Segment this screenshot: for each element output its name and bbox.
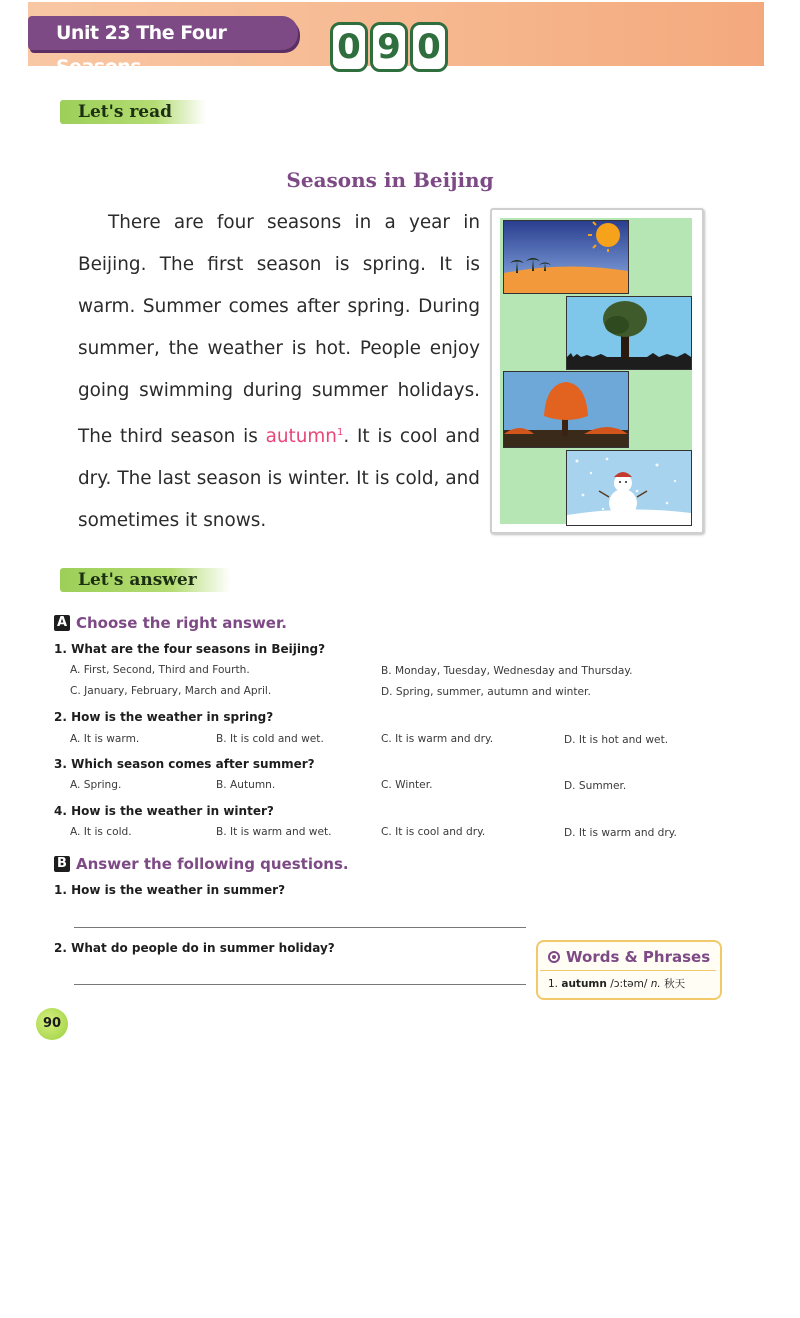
summer-tree-illustration	[566, 296, 692, 370]
vocab-meaning: 秋天	[664, 978, 686, 990]
page-number: 90	[36, 1008, 68, 1040]
q4-option-d[interactable]: D. It is warm and dry.	[564, 827, 677, 839]
q1-option-a[interactable]: A. First, Second, Third and Fourth.	[70, 664, 250, 676]
highlighted-word: autumn	[265, 426, 337, 448]
passage-line: warm. Summer comes after spring. During	[78, 296, 480, 317]
q2-option-a[interactable]: A. It is warm.	[70, 733, 140, 745]
words-phrases-heading: Words & Phrases	[566, 948, 711, 966]
question-3: 3. Which season comes after summer?	[54, 757, 315, 771]
footnote-marker: 1	[336, 427, 344, 438]
bullet-circle-icon	[548, 951, 560, 963]
beach-illustration	[503, 220, 629, 294]
page-counter	[330, 22, 448, 70]
passage-line: There are four seasons in a year in	[108, 212, 480, 233]
passage-line: Beijing. The first season is spring. It is	[78, 254, 480, 275]
vocab-entry	[548, 976, 685, 991]
unit-title: Unit 23 The Four Seasons	[28, 16, 298, 50]
passage-line: summer, the weather is hot. People enjoy	[78, 338, 480, 359]
q3-option-a[interactable]: A. Spring.	[70, 779, 122, 791]
passage-line	[78, 412, 480, 458]
part-a-badge: A	[54, 615, 70, 631]
counter-digit: 0	[330, 22, 368, 72]
part-a-instruction: Choose the right answer.	[76, 614, 287, 632]
q2-option-c[interactable]: C. It is warm and dry.	[381, 733, 494, 745]
vocab-word: autumn	[561, 978, 607, 990]
q4-option-b[interactable]: B. It is warm and wet.	[216, 826, 332, 838]
part-b-badge: B	[54, 856, 70, 872]
counter-digit: 9	[370, 22, 408, 72]
q4-option-c[interactable]: C. It is cool and dry.	[381, 826, 486, 838]
lets-answer-label: Let's answer	[60, 568, 231, 592]
passage-text: The third season is	[78, 426, 266, 448]
words-phrases-divider	[540, 970, 716, 971]
q4-option-a[interactable]: A. It is cold.	[70, 826, 132, 838]
q1-option-c[interactable]: C. January, February, March and April.	[70, 685, 272, 697]
b-question-2: 2. What do people do in summer holiday?	[54, 941, 335, 955]
counter-digit: 0	[410, 22, 448, 72]
question-4: 4. How is the weather in winter?	[54, 804, 274, 818]
q2-option-b[interactable]: B. It is cold and wet.	[216, 733, 324, 745]
part-a-heading	[54, 614, 287, 632]
b-question-1: 1. How is the weather in summer?	[54, 883, 286, 897]
part-b-instruction: Answer the following questions.	[76, 855, 349, 873]
passage-line: sometimes it snows.	[78, 510, 267, 532]
q3-option-c[interactable]: C. Winter.	[381, 779, 433, 791]
passage-line: going swimming during summer holidays.	[78, 380, 480, 401]
autumn-tree-illustration	[503, 371, 629, 448]
q2-option-d[interactable]: D. It is hot and wet.	[564, 734, 669, 746]
answer-line-1[interactable]	[74, 927, 526, 928]
words-phrases-title	[548, 948, 710, 966]
passage-text: . It is cool and	[343, 426, 480, 448]
passage-line: dry. The last season is winter. It is cold, and	[78, 468, 480, 490]
q1-option-b[interactable]: B. Monday, Tuesday, Wednesday and Thursday.	[381, 665, 633, 677]
vocab-pos: n.	[650, 978, 661, 990]
winter-snowman-illustration	[566, 450, 692, 526]
question-1: 1. What are the four seasons in Beijing?	[54, 642, 326, 656]
part-b-heading	[54, 855, 349, 873]
passage-title: Seasons in Beijing	[286, 168, 494, 192]
vocab-phonetic: /ɔ:təm/	[610, 978, 648, 990]
reading-passage	[78, 202, 480, 542]
vocab-number: 1.	[548, 978, 559, 990]
q1-option-d[interactable]: D. Spring, summer, autumn and winter.	[381, 686, 591, 698]
lets-read-label: Let's read	[60, 100, 206, 124]
q3-option-d[interactable]: D. Summer.	[564, 780, 627, 792]
answer-line-2[interactable]	[74, 984, 526, 985]
q3-option-b[interactable]: B. Autumn.	[216, 779, 276, 791]
question-2: 2. How is the weather in spring?	[54, 710, 274, 724]
